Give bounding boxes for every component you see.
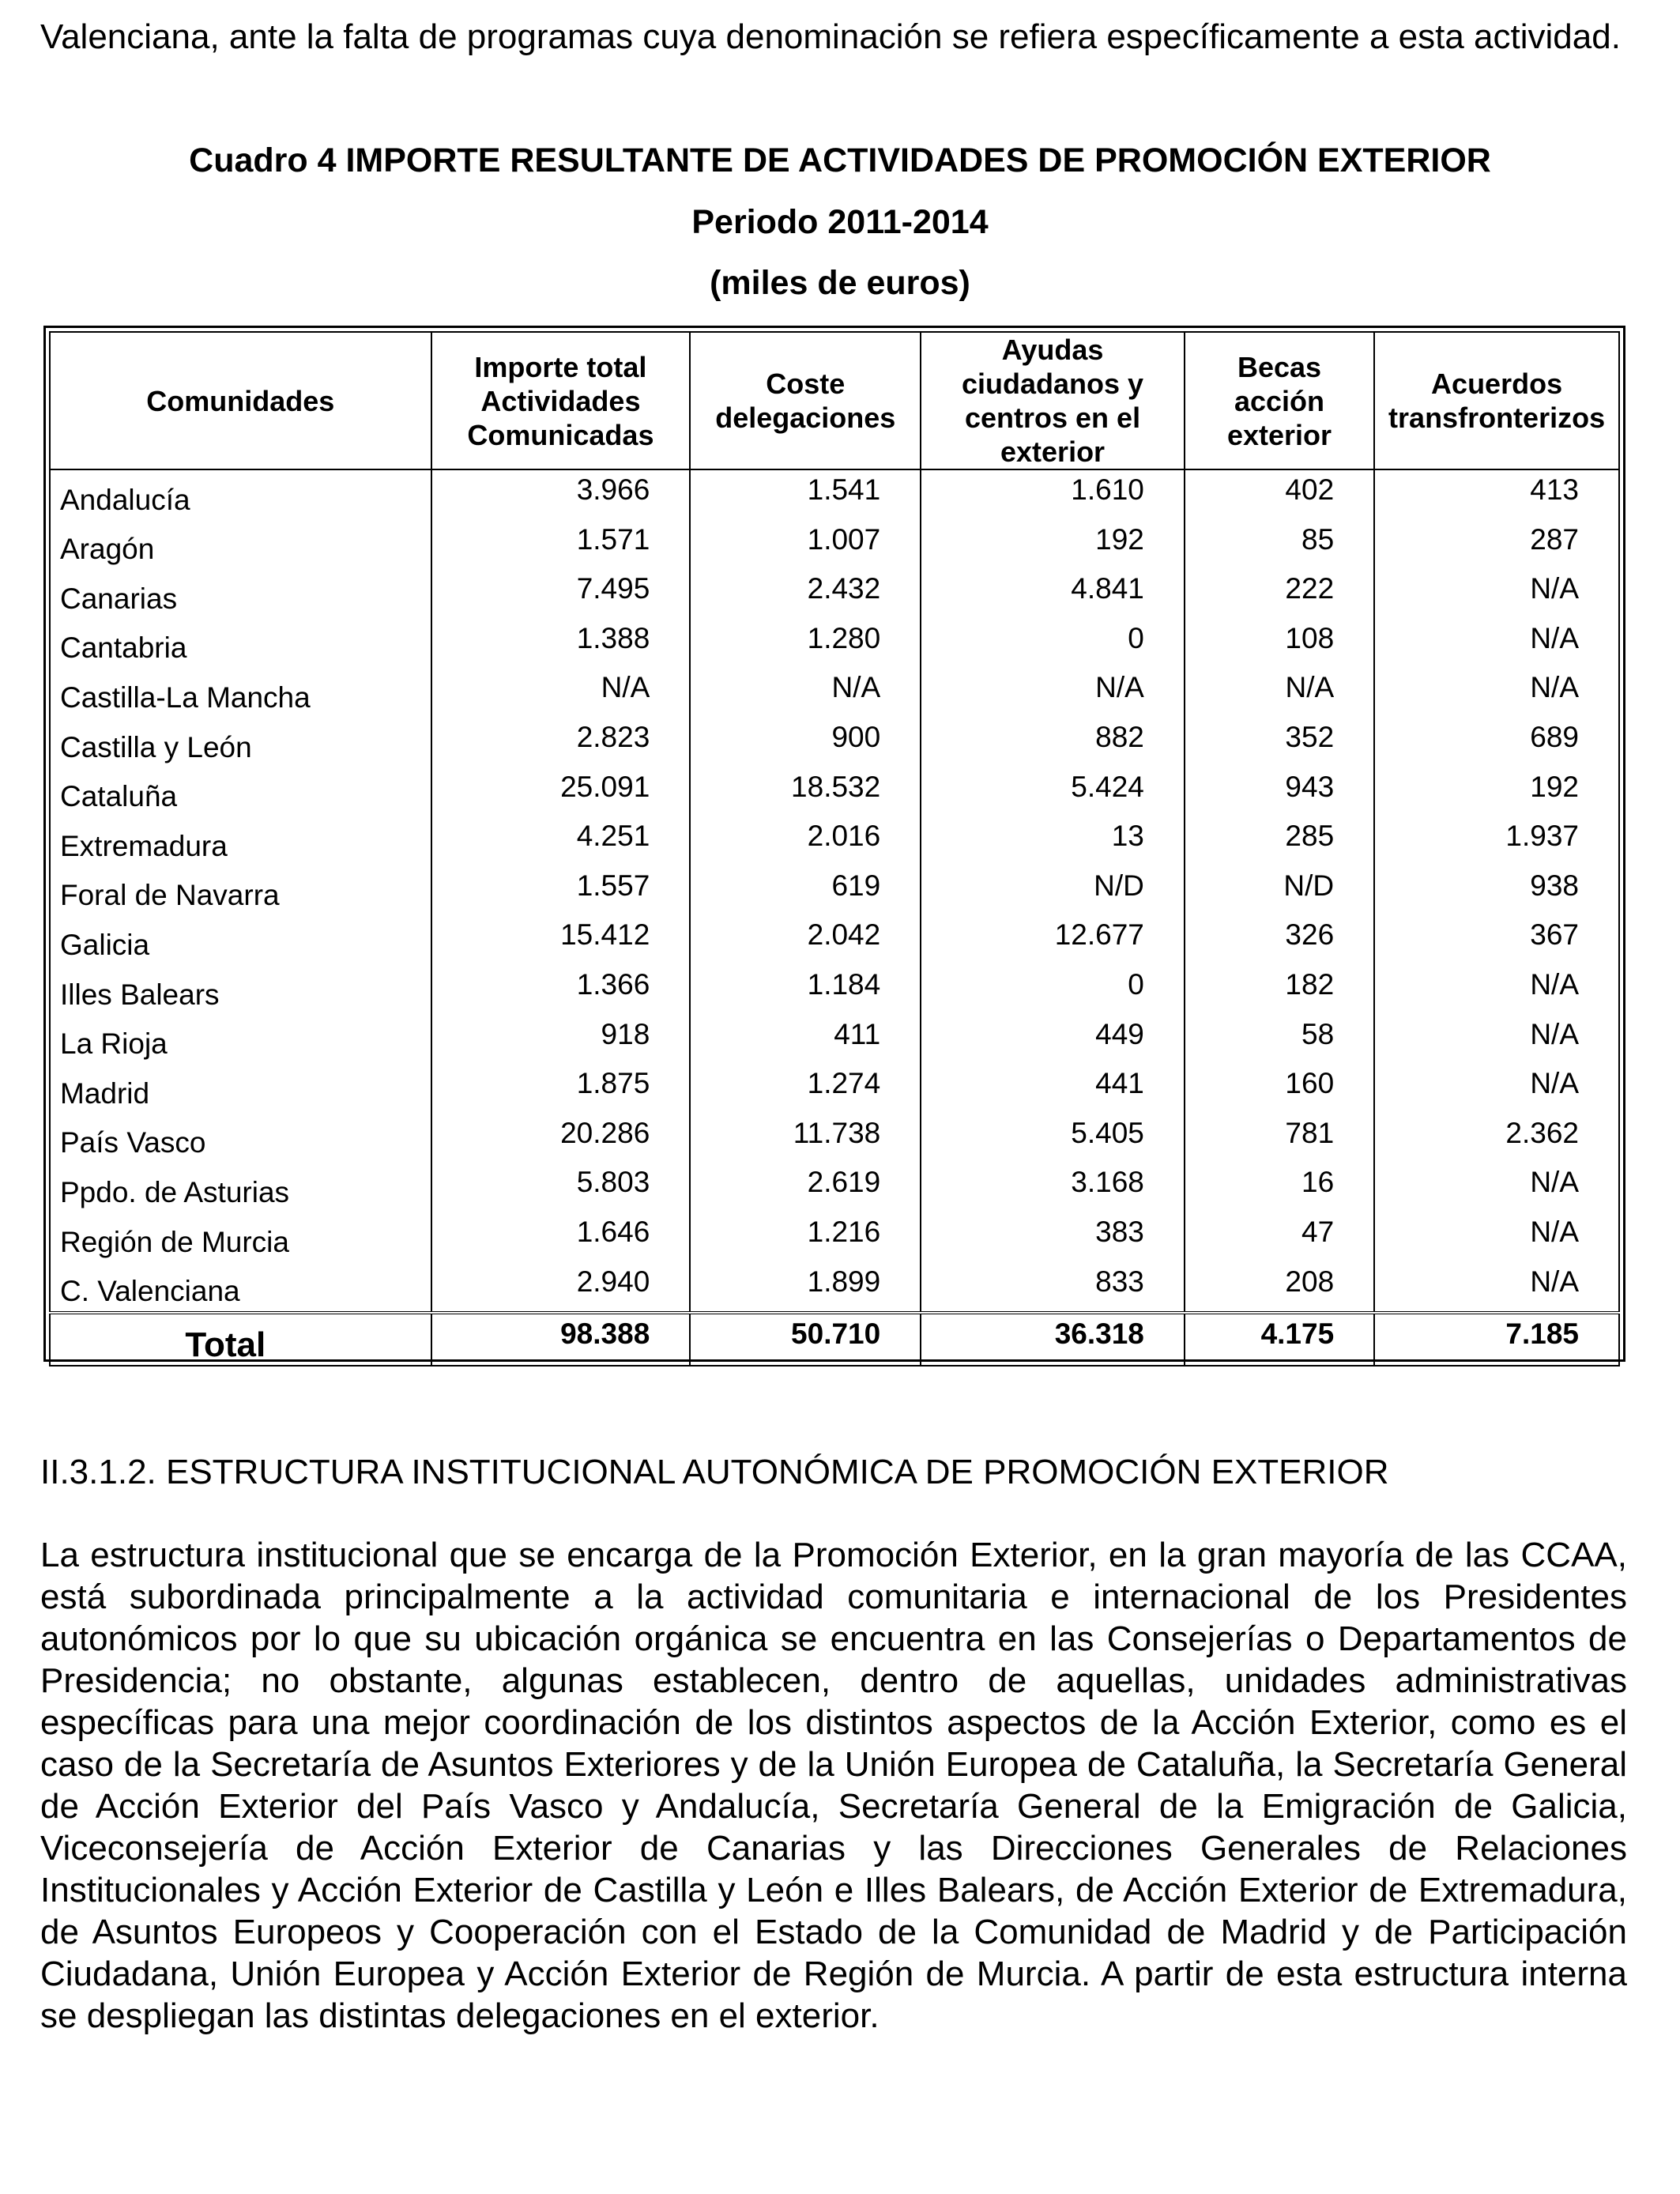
cell-becas: 352	[1185, 718, 1374, 767]
section-body-paragraph: La estructura institucional que se encarga de la Promoción Exterior, en la gran mayoría de las CCAA, está subordinada principalmente a la actividad comunitaria e internacional de los Presidentes autonómicos por lo que su ubicación orgánica se encuentra en las Consejerías o Departamentos de Presidencia; no obstante, algunas establecen, dentro de aquellas, unidades administrativas específicas para una mejor coordinación de los distintos aspectos de la Acción Exterior, como es el caso de la Secretaría de Asuntos Exteriores y de la Unión Europea de Cataluña, la Secretaría General de Acción Exterior del País Vasco y Andalucía, Secretaría General de la Emigración de Galicia, Viceconsejería de Acción Exterior de Canarias y las Direcciones Generales de Relaciones Institucionales y Acción Exterior de Castilla y León e Illes Balears, de Acción Exterior de Extremadura, de Asuntos Europeos y Cooperación con el Estado de la Comunidad de Madrid y de Participación Ciudadana, Unión Europea y Acción Exterior de Región de Murcia. A partir de esta estructura interna se despliegan las distintas delegaciones en el exterior.	[40, 1536, 1627, 2035]
total-becas: 4.175	[1185, 1313, 1374, 1366]
community-name: La Rioja	[50, 1015, 431, 1065]
cell-coste-delegaciones: 411	[690, 1015, 921, 1065]
total-label: Total	[50, 1313, 431, 1366]
cell-acuerdos: 2.362	[1374, 1114, 1619, 1163]
cell-ayudas: 5.405	[921, 1114, 1185, 1163]
cell-becas: 58	[1185, 1015, 1374, 1065]
total-coste-delegaciones: 50.710	[690, 1313, 921, 1366]
cell-ayudas: 449	[921, 1015, 1185, 1065]
cell-becas: 182	[1185, 965, 1374, 1015]
community-name: Región de Murcia	[50, 1212, 431, 1262]
table-row	[50, 520, 1619, 570]
cell-coste-delegaciones: 1.899	[690, 1262, 921, 1314]
cell-importe-total: 1.571	[431, 520, 691, 570]
community-name: Illes Balears	[50, 965, 431, 1015]
table-row	[50, 718, 1619, 767]
cell-acuerdos: 413	[1374, 469, 1619, 520]
cell-coste-delegaciones: 2.016	[690, 816, 921, 866]
cell-ayudas: 192	[921, 520, 1185, 570]
total-acuerdos: 7.185	[1374, 1313, 1619, 1366]
header-becas: Becas acción exterior	[1185, 332, 1374, 469]
community-name: País Vasco	[50, 1114, 431, 1163]
cell-ayudas: 3.168	[921, 1163, 1185, 1212]
community-name: Castilla-La Mancha	[50, 668, 431, 718]
table-row	[50, 816, 1619, 866]
table-row	[50, 965, 1619, 1015]
total-importe-total: 98.388	[431, 1313, 691, 1366]
cell-importe-total: 1.388	[431, 619, 691, 669]
cell-ayudas: 833	[921, 1262, 1185, 1314]
cell-coste-delegaciones: 2.619	[690, 1163, 921, 1212]
cell-acuerdos: 938	[1374, 866, 1619, 916]
table-title: Cuadro 4 IMPORTE RESULTANTE DE ACTIVIDADES DE PROMOCIÓN EXTERIOR	[189, 141, 1491, 179]
table-row	[50, 1114, 1619, 1163]
header-acuerdos: Acuerdos transfronterizos	[1374, 332, 1619, 469]
cell-acuerdos: 192	[1374, 767, 1619, 817]
cell-acuerdos: N/A	[1374, 1163, 1619, 1212]
header-ayudas: Ayudas ciudadanos y centros en el exterior	[921, 332, 1185, 469]
cell-coste-delegaciones: 1.007	[690, 520, 921, 570]
header-importe-total: Importe total Actividades Comunicadas	[431, 332, 691, 469]
total-ayudas: 36.318	[921, 1313, 1185, 1366]
cell-ayudas: 1.610	[921, 469, 1185, 520]
cell-coste-delegaciones: 900	[690, 718, 921, 767]
cell-acuerdos: N/A	[1374, 668, 1619, 718]
community-name: Andalucía	[50, 469, 431, 520]
cell-importe-total: 1.557	[431, 866, 691, 916]
cell-ayudas: 383	[921, 1212, 1185, 1262]
community-name: Foral de Navarra	[50, 866, 431, 916]
community-name: Aragón	[50, 520, 431, 570]
table-row	[50, 1064, 1619, 1114]
table-row	[50, 1163, 1619, 1212]
cell-becas: 285	[1185, 816, 1374, 866]
cell-importe-total: 2.940	[431, 1262, 691, 1314]
community-name: Cataluña	[50, 767, 431, 817]
cell-importe-total: 4.251	[431, 816, 691, 866]
table-row	[50, 619, 1619, 669]
cell-coste-delegaciones: 11.738	[690, 1114, 921, 1163]
cell-ayudas: 882	[921, 718, 1185, 767]
cell-coste-delegaciones: 2.042	[690, 915, 921, 965]
cell-coste-delegaciones: N/A	[690, 668, 921, 718]
table-row	[50, 866, 1619, 916]
cell-ayudas: N/D	[921, 866, 1185, 916]
cell-ayudas: 0	[921, 619, 1185, 669]
cell-coste-delegaciones: 1.184	[690, 965, 921, 1015]
cell-acuerdos: N/A	[1374, 569, 1619, 619]
cell-ayudas: 5.424	[921, 767, 1185, 817]
cell-importe-total: 15.412	[431, 915, 691, 965]
table-row	[50, 1015, 1619, 1065]
table-row	[50, 767, 1619, 817]
cell-importe-total: 1.875	[431, 1064, 691, 1114]
table-row	[50, 668, 1619, 718]
cell-ayudas: 12.677	[921, 915, 1185, 965]
table-row	[50, 569, 1619, 619]
cell-importe-total: 25.091	[431, 767, 691, 817]
table-row	[50, 915, 1619, 965]
cell-importe-total: 20.286	[431, 1114, 691, 1163]
cell-acuerdos: N/A	[1374, 1064, 1619, 1114]
cell-becas: N/A	[1185, 668, 1374, 718]
cell-importe-total: N/A	[431, 668, 691, 718]
cell-coste-delegaciones: 18.532	[690, 767, 921, 817]
cell-becas: 47	[1185, 1212, 1374, 1262]
cell-ayudas: 13	[921, 816, 1185, 866]
promotion-table	[49, 331, 1620, 1367]
table-period: Periodo 2011-2014	[691, 203, 989, 241]
cell-acuerdos: N/A	[1374, 1015, 1619, 1065]
cell-acuerdos: 287	[1374, 520, 1619, 570]
cell-acuerdos: N/A	[1374, 1212, 1619, 1262]
cell-coste-delegaciones: 619	[690, 866, 921, 916]
table-row	[50, 1262, 1619, 1314]
cell-coste-delegaciones: 1.274	[690, 1064, 921, 1114]
cell-acuerdos: N/A	[1374, 619, 1619, 669]
cell-becas: 108	[1185, 619, 1374, 669]
header-coste-delegaciones: Coste delegaciones	[690, 332, 921, 469]
section-heading: II.3.1.2. ESTRUCTURA INSTITUCIONAL AUTONÓMICA DE PROMOCIÓN EXTERIOR	[40, 1453, 1389, 1491]
table-row	[50, 469, 1619, 520]
intro-paragraph: Valenciana, ante la falta de programas cuya denominación se refiera específicamente a esta actividad.	[40, 17, 1621, 56]
header-comunidades: Comunidades	[50, 332, 431, 469]
cell-acuerdos: N/A	[1374, 1262, 1619, 1314]
cell-becas: 402	[1185, 469, 1374, 520]
cell-importe-total: 918	[431, 1015, 691, 1065]
cell-importe-total: 2.823	[431, 718, 691, 767]
community-name: Madrid	[50, 1064, 431, 1114]
community-name: Cantabria	[50, 619, 431, 669]
cell-becas: 85	[1185, 520, 1374, 570]
cell-becas: 16	[1185, 1163, 1374, 1212]
cell-acuerdos: 1.937	[1374, 816, 1619, 866]
cell-ayudas: 0	[921, 965, 1185, 1015]
cell-becas: 326	[1185, 915, 1374, 965]
cell-becas: 943	[1185, 767, 1374, 817]
community-name: C. Valenciana	[50, 1262, 431, 1314]
cell-becas: 781	[1185, 1114, 1374, 1163]
cell-becas: 222	[1185, 569, 1374, 619]
cell-becas: 160	[1185, 1064, 1374, 1114]
cell-coste-delegaciones: 1.280	[690, 619, 921, 669]
promotion-table-frame	[43, 326, 1625, 1365]
cell-coste-delegaciones: 2.432	[690, 569, 921, 619]
table-header-row	[50, 332, 1619, 469]
table-total-row	[50, 1313, 1619, 1366]
cell-becas: N/D	[1185, 866, 1374, 916]
cell-acuerdos: N/A	[1374, 965, 1619, 1015]
table-units: (miles de euros)	[710, 264, 970, 302]
community-name: Ppdo. de Asturias	[50, 1163, 431, 1212]
cell-ayudas: 441	[921, 1064, 1185, 1114]
cell-importe-total: 1.646	[431, 1212, 691, 1262]
community-name: Extremadura	[50, 816, 431, 866]
cell-importe-total: 5.803	[431, 1163, 691, 1212]
cell-importe-total: 7.495	[431, 569, 691, 619]
cell-acuerdos: 689	[1374, 718, 1619, 767]
cell-importe-total: 3.966	[431, 469, 691, 520]
table-row	[50, 1212, 1619, 1262]
cell-importe-total: 1.366	[431, 965, 691, 1015]
cell-coste-delegaciones: 1.216	[690, 1212, 921, 1262]
community-name: Galicia	[50, 915, 431, 965]
cell-becas: 208	[1185, 1262, 1374, 1314]
cell-acuerdos: 367	[1374, 915, 1619, 965]
community-name: Castilla y León	[50, 718, 431, 767]
cell-ayudas: N/A	[921, 668, 1185, 718]
community-name: Canarias	[50, 569, 431, 619]
cell-coste-delegaciones: 1.541	[690, 469, 921, 520]
cell-ayudas: 4.841	[921, 569, 1185, 619]
